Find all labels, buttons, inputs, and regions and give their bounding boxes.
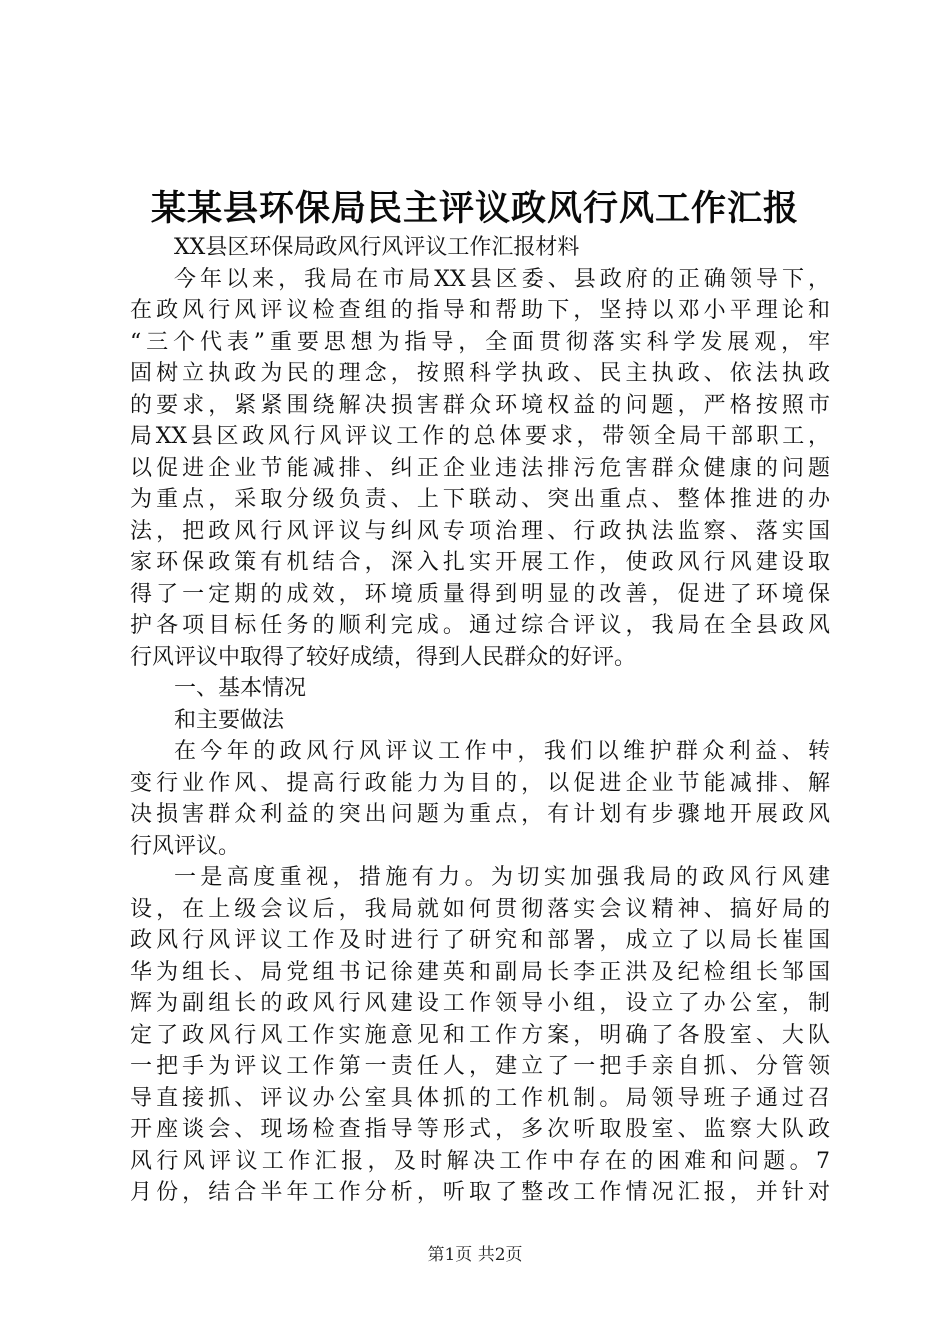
body-line: XX县区环保局政风行风评议工作汇报材料 (174, 235, 580, 260)
body-line: 法，把政风行风评议与纠风专项治理、行政执法监察、落实国 (130, 518, 830, 544)
section-heading: 一、基本情况 (174, 676, 307, 701)
body-line: 开座谈会、现场检查指导等形式，多次听取股室、监察大队政 (130, 1117, 830, 1142)
body-line: 一是高度重视，措施有力。为切实加强我局的政风行风建 (174, 865, 830, 890)
body-line: 在今年的政风行风评议工作中，我们以维护群众利益、转 (174, 739, 830, 764)
body-line: 家环保政策有机结合，深入扎实开展工作，使政风行风建设取 (130, 550, 830, 575)
body-line: 月份，结合半年工作分析，听取了整改工作情况汇报，并针对 (130, 1180, 830, 1205)
body-line: 辉为副组长的政风行风建设工作领导小组，设立了办公室，制 (130, 991, 830, 1016)
document-body (130, 232, 830, 1209)
body-line: 的要求，紧紧围绕解决损害群众环境权益的问题，严格按照市 (130, 392, 830, 418)
body-line: 决损害群众利益的突出问题为重点，有计划有步骤地开展政风 (130, 802, 830, 827)
body-line: 导直接抓、评议办公室具体抓的工作机制。局领导班子通过召 (130, 1085, 830, 1111)
body-line: 局XX县区政风行风评议工作的总体要求，带领全局干部职工， (130, 424, 830, 449)
body-line: 风行风评议工作汇报，及时解决工作中存在的困难和问题。7 (130, 1148, 830, 1174)
body-line: 华为组长、局党组书记徐建英和副局长李正洪及纪检组长邹国 (130, 959, 830, 985)
body-line: 变行业作风、提高行政能力为目的，以促进企业节能减排、解 (130, 770, 830, 796)
section-heading: 和主要做法 (174, 707, 285, 733)
body-line: 得了一定期的成效，环境质量得到明显的改善，促进了环境保 (130, 581, 830, 607)
body-line: 固树立执政为民的理念，按照科学执政、民主执政、依法执政 (130, 361, 830, 386)
body-line: 为重点，采取分级负责、上下联动、突出重点、整体推进的办 (130, 487, 830, 512)
body-line: 行风评议中取得了较好成绩，得到人民群众的好评。 (130, 644, 637, 670)
body-line: 在政风行风评议检查组的指导和帮助下，坚持以邓小平理论和 (130, 298, 830, 323)
body-line: 今年以来，我局在市局XX县区委、县政府的正确领导下， (174, 266, 830, 292)
body-line: 行风评议。 (130, 833, 241, 859)
body-line: 以促进企业节能减排、纠正企业违法排污危害群众健康的问题 (130, 455, 830, 481)
body-line: 一把手为评议工作第一责任人，建立了一把手亲自抓、分管领 (130, 1054, 830, 1079)
body-line: 护各项目标任务的顺利完成。通过综合评议，我局在全县政风 (130, 613, 830, 638)
body-line: 政风行风评议工作及时进行了研究和部署，成立了以局长崔国 (130, 928, 830, 953)
document-title: 某某县环保局民主评议政风行风工作汇报 (150, 188, 799, 229)
body-line: “三个代表”重要思想为指导，全面贯彻落实科学发展观，牢 (130, 329, 830, 355)
page-footer: 第1页 共2页 (427, 1245, 523, 1265)
body-line: 设，在上级会议后，我局就如何贯彻落实会议精神、搞好局的 (130, 896, 830, 922)
body-line: 定了政风行风工作实施意见和工作方案，明确了各股室、大队 (130, 1022, 830, 1048)
